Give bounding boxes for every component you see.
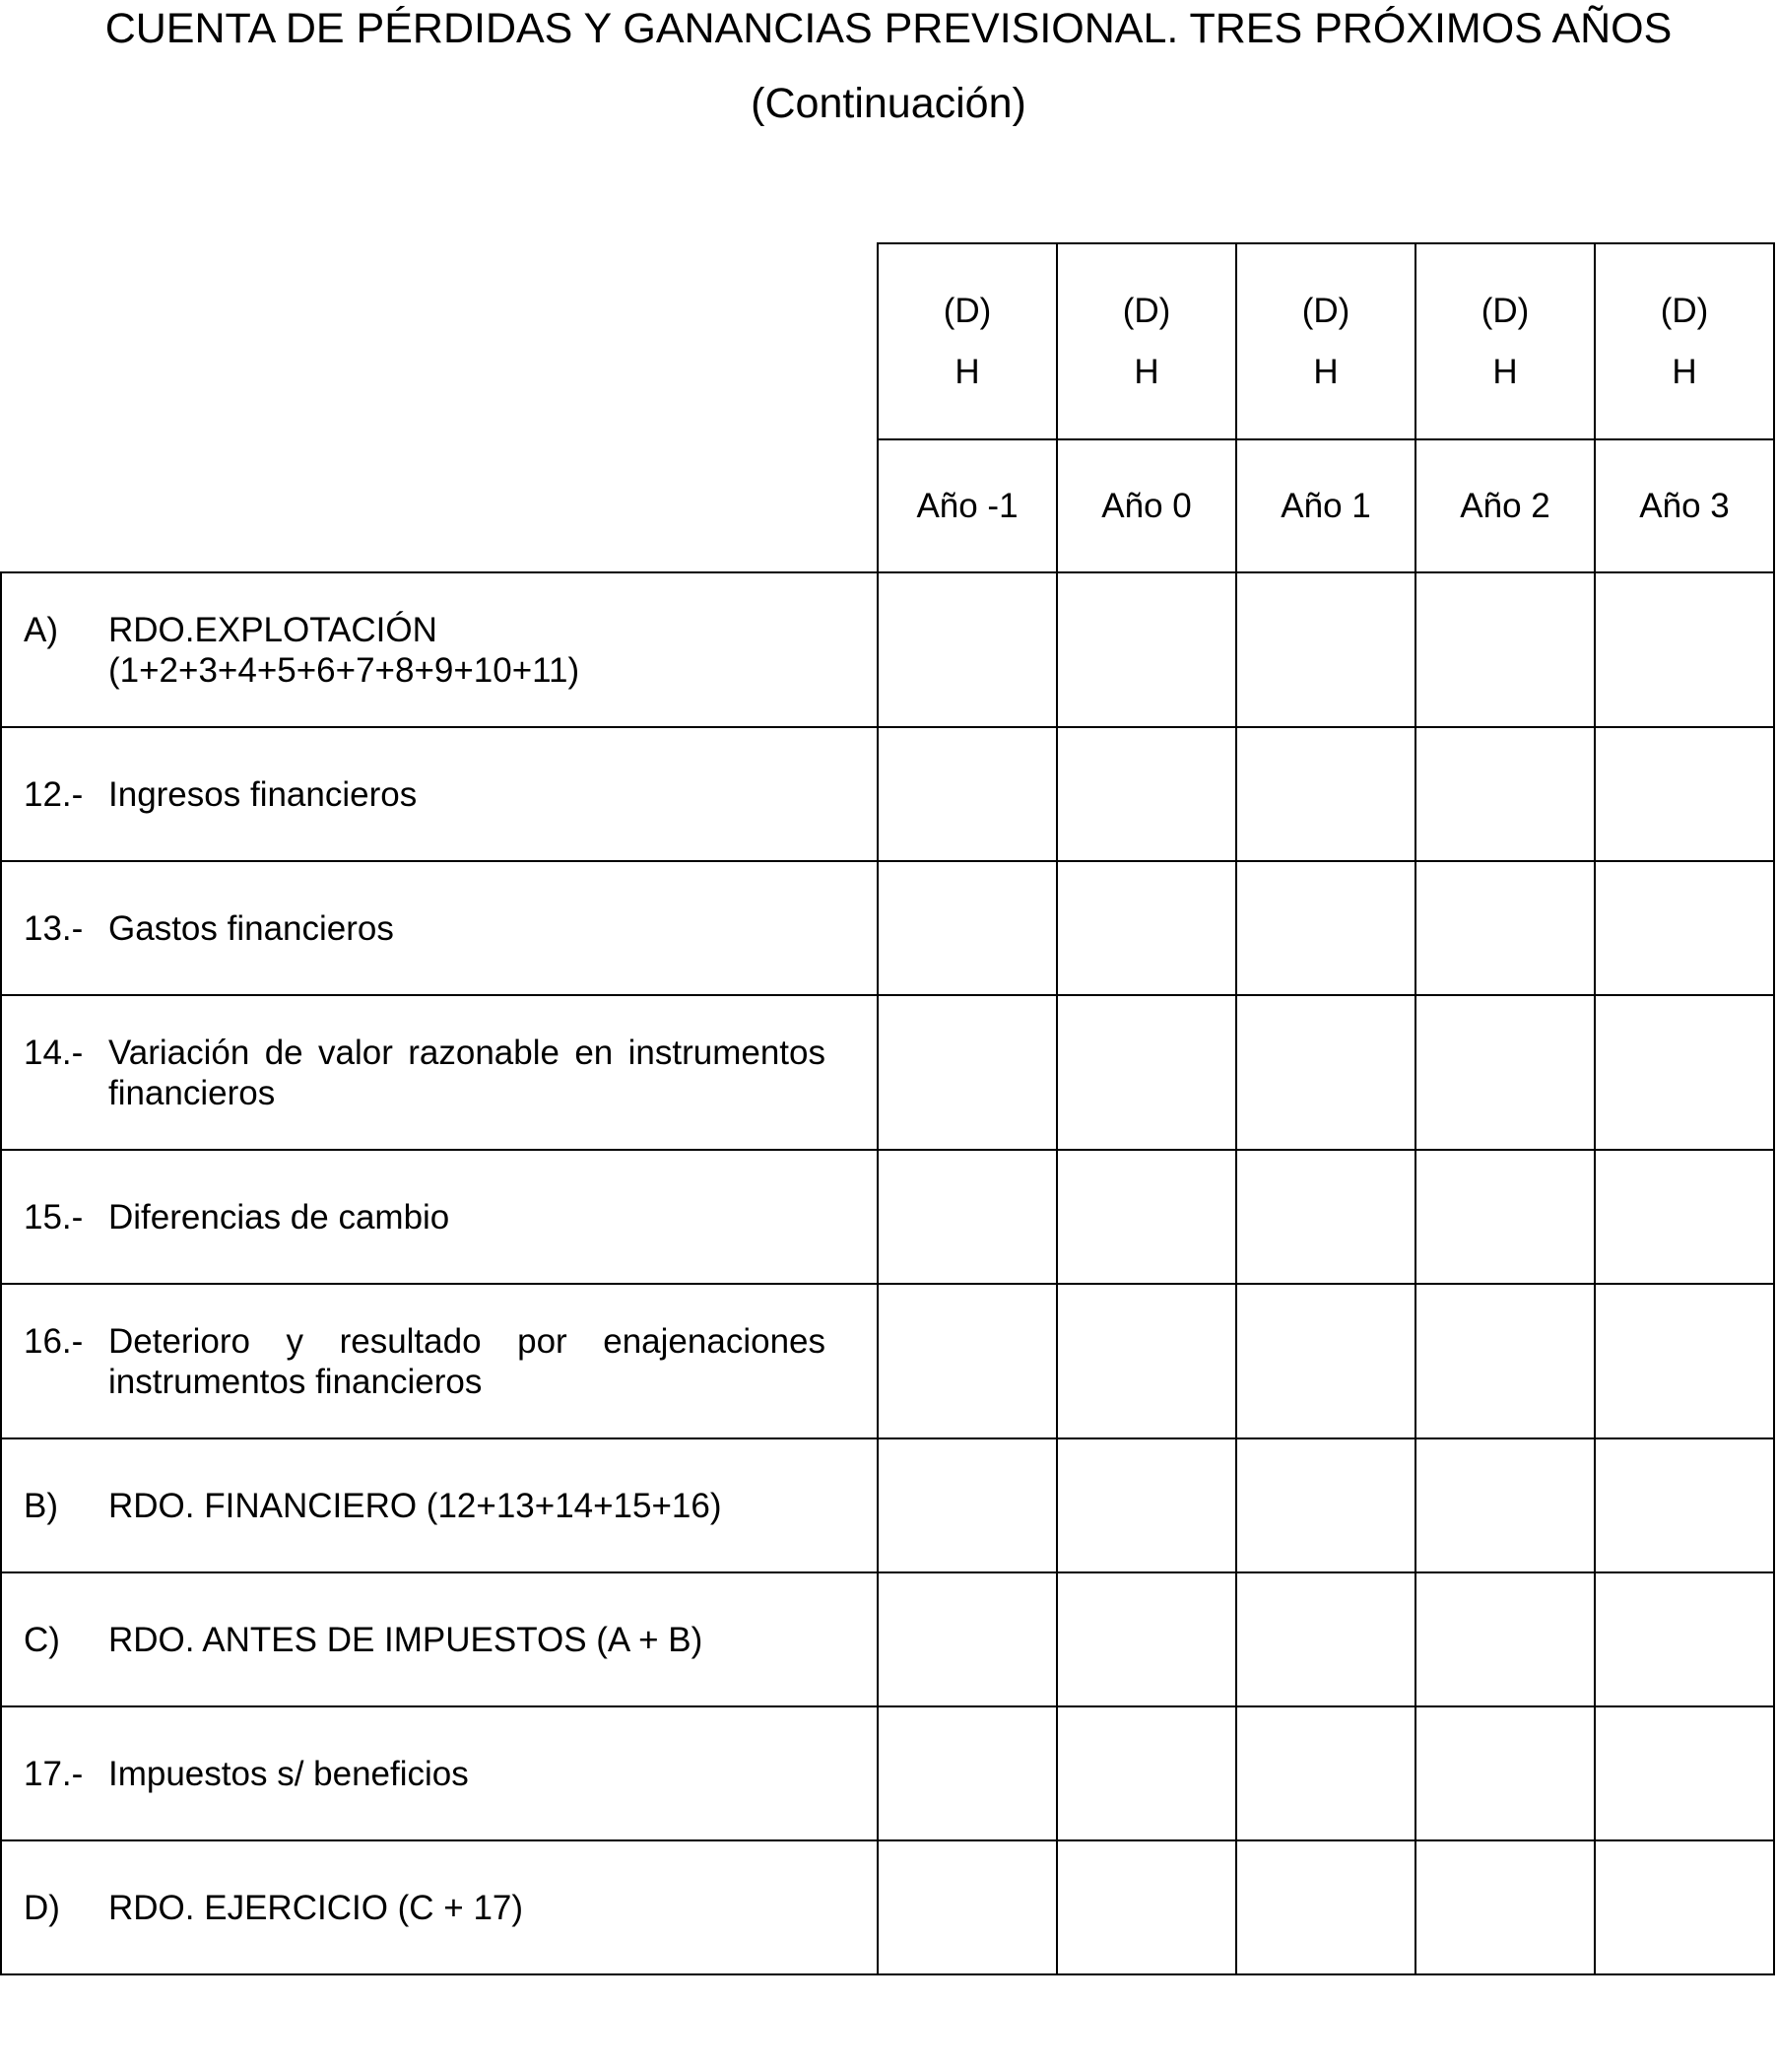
- row-number: 15.-: [24, 1197, 84, 1237]
- amount-value: [879, 1707, 1056, 1839]
- year-header-cell: Año 2: [1415, 439, 1595, 572]
- amount-value: [1058, 996, 1235, 1149]
- amount-value: [1237, 1439, 1415, 1571]
- row-label-cell: [1, 995, 878, 1150]
- table-row: [1, 995, 1774, 1150]
- credit-label: H: [1134, 352, 1159, 391]
- row-label: [2, 1754, 877, 1794]
- amount-cell[interactable]: [1595, 1840, 1774, 1974]
- amount-value: [879, 862, 1056, 994]
- row-description: Gastos financieros: [108, 908, 394, 948]
- dh-header-cell: [1236, 243, 1415, 439]
- row-description: Impuestos s/ beneficios: [108, 1754, 469, 1793]
- amount-cell[interactable]: [1057, 1706, 1236, 1840]
- row-description: Diferencias de cambio: [108, 1197, 450, 1237]
- year-header-cell: Año 3: [1595, 439, 1774, 572]
- amount-value: [1237, 996, 1415, 1149]
- amount-value: [1596, 1439, 1773, 1571]
- amount-cell[interactable]: [878, 861, 1057, 995]
- amount-cell[interactable]: [1236, 1840, 1415, 1974]
- amount-cell[interactable]: [1595, 1706, 1774, 1840]
- row-label-cell: [1, 1284, 878, 1438]
- amount-cell[interactable]: [1595, 727, 1774, 861]
- amount-value: [1237, 1573, 1415, 1705]
- amount-value: [1237, 573, 1415, 726]
- amount-cell[interactable]: [1415, 1150, 1595, 1284]
- debit-label: (D): [1481, 291, 1530, 330]
- table-row: [1, 1284, 1774, 1438]
- amount-cell[interactable]: [1595, 572, 1774, 727]
- debit-label: (D): [1660, 291, 1709, 330]
- amount-cell[interactable]: [1415, 572, 1595, 727]
- debit-label: (D): [943, 291, 992, 330]
- amount-cell[interactable]: [1057, 1572, 1236, 1706]
- amount-value: [879, 1285, 1056, 1437]
- row-label: [2, 1620, 877, 1660]
- amount-value: [1416, 1285, 1594, 1437]
- amount-value: [1416, 1707, 1594, 1839]
- amount-value: [1237, 862, 1415, 994]
- table-row: [1, 1438, 1774, 1572]
- amount-value: [1237, 1151, 1415, 1283]
- amount-cell[interactable]: [1595, 1572, 1774, 1706]
- amount-cell[interactable]: [1236, 572, 1415, 727]
- amount-value: [879, 728, 1056, 860]
- row-label-cell: [1, 1150, 878, 1284]
- row-number: D): [24, 1888, 60, 1927]
- amount-cell[interactable]: [1415, 1840, 1595, 1974]
- table-row: [1, 861, 1774, 995]
- amount-value: [879, 1573, 1056, 1705]
- amount-value: [1596, 1151, 1773, 1283]
- row-number: A): [24, 610, 58, 649]
- row-description: RDO. FINANCIERO (12+13+14+15+16): [108, 1486, 722, 1525]
- amount-value: [1237, 1707, 1415, 1839]
- amount-cell[interactable]: [1415, 1572, 1595, 1706]
- amount-value: [879, 573, 1056, 726]
- amount-value: [1596, 1285, 1773, 1437]
- row-label-cell: [1, 572, 878, 727]
- amount-cell[interactable]: [1236, 1284, 1415, 1438]
- amount-cell[interactable]: [878, 1284, 1057, 1438]
- amount-cell[interactable]: [1236, 995, 1415, 1150]
- amount-cell[interactable]: [878, 727, 1057, 861]
- amount-value: [1596, 1841, 1773, 1973]
- dh-header-cell: [1595, 243, 1774, 439]
- amount-value: [879, 1439, 1056, 1571]
- amount-value: [1416, 573, 1594, 726]
- document-subtitle: (Continuación): [751, 80, 1026, 127]
- amount-value: [1058, 573, 1235, 726]
- year-header-cell: Año 1: [1236, 439, 1415, 572]
- credit-label: H: [954, 352, 980, 391]
- credit-label: H: [1492, 352, 1518, 391]
- year-header-cell: Año -1: [878, 439, 1057, 572]
- amount-cell[interactable]: [1057, 727, 1236, 861]
- row-label-cell: [1, 1438, 878, 1572]
- amount-cell[interactable]: [1236, 1706, 1415, 1840]
- table-row: [1, 1840, 1774, 1974]
- amount-value: [1596, 862, 1773, 994]
- amount-cell[interactable]: [878, 1706, 1057, 1840]
- row-description: RDO.EXPLOTACIÓN (1+2+3+4+5+6+7+8+9+10+11): [108, 610, 580, 690]
- pnl-forecast-table: [0, 242, 1775, 1975]
- amount-value: [1596, 573, 1773, 726]
- row-label-cell: [1, 1840, 878, 1974]
- amount-cell[interactable]: [1236, 861, 1415, 995]
- amount-value: [1596, 996, 1773, 1149]
- amount-cell[interactable]: [1236, 1572, 1415, 1706]
- amount-value: [1237, 728, 1415, 860]
- row-number: C): [24, 1620, 60, 1659]
- row-number: B): [24, 1486, 58, 1525]
- dh-header-cell: [1415, 243, 1595, 439]
- amount-value: [1058, 1841, 1235, 1973]
- amount-cell[interactable]: [1595, 995, 1774, 1150]
- row-label: [2, 774, 877, 815]
- amount-value: [1416, 1841, 1594, 1973]
- row-label: [2, 610, 877, 691]
- amount-cell[interactable]: [1057, 861, 1236, 995]
- amount-cell[interactable]: [878, 1572, 1057, 1706]
- amount-cell[interactable]: [1595, 1438, 1774, 1572]
- amount-cell[interactable]: [1415, 727, 1595, 861]
- row-number: 17.-: [24, 1754, 84, 1793]
- amount-cell[interactable]: [1415, 995, 1595, 1150]
- amount-cell[interactable]: [1236, 1150, 1415, 1284]
- amount-value: [879, 1841, 1056, 1973]
- dh-header-row: [1, 243, 1774, 439]
- amount-cell[interactable]: [1415, 1706, 1595, 1840]
- amount-value: [1058, 1285, 1235, 1437]
- amount-value: [1416, 1573, 1594, 1705]
- credit-label: H: [1313, 352, 1339, 391]
- amount-value: [879, 996, 1056, 1149]
- row-number: 12.-: [24, 774, 84, 814]
- amount-cell[interactable]: [1595, 1284, 1774, 1438]
- amount-cell[interactable]: [1057, 1438, 1236, 1572]
- row-label-cell: [1, 861, 878, 995]
- amount-value: [1596, 728, 1773, 860]
- row-number: 14.-: [24, 1033, 84, 1072]
- dh-header-cell: [878, 243, 1057, 439]
- row-number: 13.-: [24, 908, 84, 948]
- credit-label: H: [1672, 352, 1697, 391]
- year-header-cell: Año 0: [1057, 439, 1236, 572]
- amount-value: [1416, 1151, 1594, 1283]
- amount-value: [1237, 1285, 1415, 1437]
- row-label: [2, 908, 877, 949]
- table-row: [1, 727, 1774, 861]
- row-label-cell: [1, 1706, 878, 1840]
- amount-value: [1058, 728, 1235, 860]
- amount-cell[interactable]: [878, 572, 1057, 727]
- row-description: RDO. ANTES DE IMPUESTOS (A + B): [108, 1620, 703, 1659]
- amount-cell[interactable]: [1057, 1284, 1236, 1438]
- amount-value: [1058, 1151, 1235, 1283]
- debit-label: (D): [1122, 291, 1171, 330]
- row-label: [2, 1197, 877, 1237]
- amount-value: [1416, 1439, 1594, 1571]
- amount-cell[interactable]: [1057, 572, 1236, 727]
- dh-header-cell: [1057, 243, 1236, 439]
- amount-cell[interactable]: [878, 1438, 1057, 1572]
- amount-value: [1416, 728, 1594, 860]
- row-description: Ingresos financieros: [108, 774, 418, 814]
- row-description: RDO. EJERCICIO (C + 17): [108, 1888, 524, 1927]
- header-corner: [1, 243, 878, 572]
- amount-value: [1058, 1573, 1235, 1705]
- row-label: [2, 1888, 877, 1928]
- row-description: Variación de valor razonable en instrumentos financieros: [108, 1033, 825, 1112]
- table-row: [1, 1572, 1774, 1706]
- amount-value: [1237, 1841, 1415, 1973]
- amount-cell[interactable]: [1236, 1438, 1415, 1572]
- amount-value: [1058, 1439, 1235, 1571]
- amount-cell[interactable]: [1057, 1840, 1236, 1974]
- amount-cell[interactable]: [1415, 1438, 1595, 1572]
- row-label-cell: [1, 727, 878, 861]
- row-label: [2, 1486, 877, 1526]
- row-description: Deterioro y resultado por enajenaciones instrumentos financieros: [108, 1321, 825, 1401]
- amount-cell[interactable]: [878, 995, 1057, 1150]
- amount-value: [879, 1151, 1056, 1283]
- amount-cell[interactable]: [1057, 1150, 1236, 1284]
- row-label: [2, 1321, 877, 1402]
- amount-cell[interactable]: [878, 1840, 1057, 1974]
- row-label: [2, 1033, 877, 1113]
- amount-value: [1058, 1707, 1235, 1839]
- amount-cell[interactable]: [1595, 1150, 1774, 1284]
- row-label-cell: [1, 1572, 878, 1706]
- row-number: 16.-: [24, 1321, 84, 1361]
- amount-cell[interactable]: [1415, 861, 1595, 995]
- debit-label: (D): [1301, 291, 1350, 330]
- table-row: [1, 572, 1774, 727]
- amount-cell[interactable]: [1415, 1284, 1595, 1438]
- amount-value: [1416, 862, 1594, 994]
- amount-cell[interactable]: [878, 1150, 1057, 1284]
- amount-value: [1596, 1707, 1773, 1839]
- document-title: CUENTA DE PÉRDIDAS Y GANANCIAS PREVISIONAL. TRES PRÓXIMOS AÑOS: [104, 5, 1673, 52]
- table-row: [1, 1706, 1774, 1840]
- amount-value: [1596, 1573, 1773, 1705]
- amount-cell[interactable]: [1595, 861, 1774, 995]
- amount-cell[interactable]: [1057, 995, 1236, 1150]
- amount-value: [1058, 862, 1235, 994]
- table-row: [1, 1150, 1774, 1284]
- amount-cell[interactable]: [1236, 727, 1415, 861]
- amount-value: [1416, 996, 1594, 1149]
